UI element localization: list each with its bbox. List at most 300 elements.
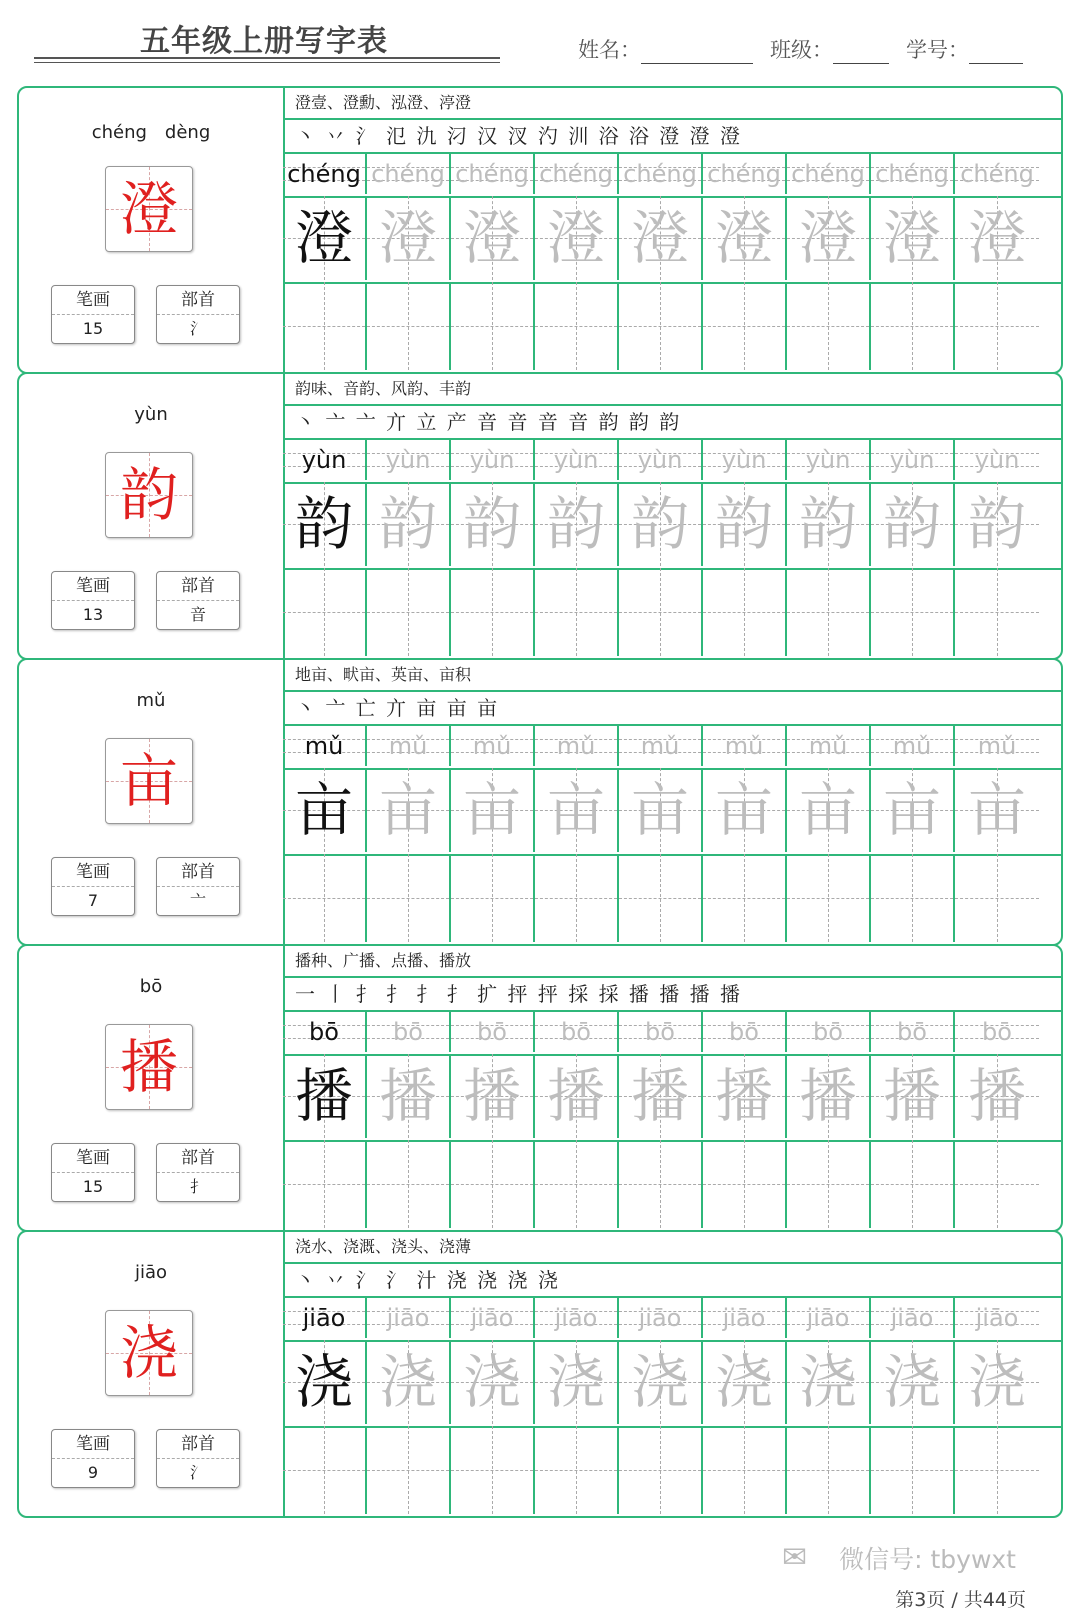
blank-cell[interactable]: [703, 568, 787, 656]
pinyin-cell[interactable]: [451, 726, 535, 766]
character-trace: 浇: [294, 1348, 353, 1416]
pinyin-text: mǔ: [640, 732, 680, 760]
pinyin-text: bō: [897, 1018, 927, 1046]
pinyin-cell[interactable]: [535, 1012, 619, 1052]
character-cell[interactable]: [955, 196, 1039, 280]
character-display: [105, 1024, 193, 1110]
character-cell[interactable]: [871, 196, 955, 280]
blank-cell[interactable]: [787, 1426, 871, 1514]
blank-cell[interactable]: [871, 1426, 955, 1514]
pinyin-cell[interactable]: [619, 440, 703, 480]
pinyin-text: jiāo: [638, 1304, 682, 1332]
pinyin-cell[interactable]: [283, 1012, 367, 1052]
character-cell[interactable]: [955, 1340, 1039, 1424]
pinyin-cell[interactable]: [451, 1298, 535, 1338]
pinyin-text: jiāo: [975, 1304, 1019, 1332]
pinyin-cell[interactable]: [871, 726, 955, 766]
blank-practice-row: [283, 1140, 1061, 1230]
character-trace: 亩: [798, 776, 857, 844]
practice-grid: [283, 374, 1061, 658]
student-id-blank[interactable]: [969, 39, 1023, 64]
character-cell[interactable]: [955, 768, 1039, 852]
class-field[interactable]: [770, 34, 889, 64]
pinyin-header: jiāo: [134, 1262, 168, 1283]
pinyin-cell[interactable]: [787, 1012, 871, 1052]
character-trace: 澄: [462, 204, 521, 272]
pinyin-text: chéng: [960, 160, 1034, 188]
character-trace: 浇: [462, 1348, 521, 1416]
blank-cell[interactable]: [871, 1140, 955, 1228]
vocabulary-words: 地亩、畎亩、英亩、亩积: [283, 660, 1061, 692]
page-title: 五年级上册写字表: [140, 24, 388, 59]
pinyin-cell[interactable]: [283, 440, 367, 480]
pinyin-cell[interactable]: [871, 1012, 955, 1052]
character-trace: 亩: [714, 776, 773, 844]
pinyin-text: yùn: [974, 446, 1020, 474]
character-trace: 韵: [967, 490, 1026, 558]
pinyin-text: mǔ: [808, 732, 848, 760]
blank-cell[interactable]: [367, 854, 451, 942]
blank-cell[interactable]: [619, 282, 703, 370]
pinyin-cell[interactable]: [955, 440, 1039, 480]
blank-cell[interactable]: [619, 1140, 703, 1228]
blank-cell[interactable]: [955, 1140, 1039, 1228]
stroke-order: 丶 亠 亠 亣 立 产 音 音 音 音 韵 韵 韵: [283, 406, 1061, 440]
blank-cell[interactable]: [619, 1426, 703, 1514]
character-cell[interactable]: [955, 1054, 1039, 1138]
character-cell[interactable]: [451, 196, 535, 280]
radical-box: [156, 1429, 240, 1488]
character-trace: 播: [378, 1062, 437, 1130]
blank-practice-row: [283, 568, 1061, 658]
blank-practice-row: [283, 282, 1061, 372]
pinyin-cell[interactable]: [535, 440, 619, 480]
pinyin-text: jiāo: [806, 1304, 850, 1332]
blank-cell[interactable]: [451, 1426, 535, 1514]
pinyin-cell[interactable]: [871, 440, 955, 480]
blank-cell[interactable]: [283, 1426, 367, 1514]
blank-cell[interactable]: [871, 854, 955, 942]
character-trace: 亩: [967, 776, 1026, 844]
character-cell[interactable]: [535, 1054, 619, 1138]
character-trace: 亩: [462, 776, 521, 844]
character-cell[interactable]: [787, 196, 871, 280]
character-cell[interactable]: [535, 768, 619, 852]
pinyin-cell[interactable]: [451, 1012, 535, 1052]
practice-grid: [283, 1232, 1061, 1516]
pinyin-text: chéng: [707, 160, 781, 188]
character-info-panel: [19, 660, 285, 944]
radical-value: 扌: [189, 1177, 206, 1196]
character-cell[interactable]: [283, 1340, 367, 1424]
vocabulary-words: 播种、广播、点播、播放: [283, 946, 1061, 978]
character-cell[interactable]: [619, 482, 703, 566]
pinyin-text: yùn: [469, 446, 515, 474]
pinyin-cell[interactable]: [703, 440, 787, 480]
blank-cell[interactable]: [787, 1140, 871, 1228]
character-cell[interactable]: [451, 1340, 535, 1424]
character-info-panel: [19, 374, 285, 658]
pinyin-cell[interactable]: [619, 726, 703, 766]
blank-cell[interactable]: [451, 854, 535, 942]
character-cell[interactable]: [451, 482, 535, 566]
pinyin-text: chéng: [287, 160, 361, 188]
blank-cell[interactable]: [283, 282, 367, 370]
blank-cell[interactable]: [367, 1426, 451, 1514]
blank-cell[interactable]: [871, 282, 955, 370]
character-cell[interactable]: [451, 1054, 535, 1138]
character-cell[interactable]: [703, 196, 787, 280]
character-trace: 播: [798, 1062, 857, 1130]
blank-practice-row: [283, 1426, 1061, 1516]
blank-cell[interactable]: [535, 282, 619, 370]
character-section: [17, 1230, 1063, 1518]
character-trace: 播: [714, 1062, 773, 1130]
pinyin-cell[interactable]: [367, 726, 451, 766]
radical-box: [156, 1143, 240, 1202]
character-cell[interactable]: [451, 768, 535, 852]
radical-value: 氵: [189, 1463, 206, 1482]
character-cell[interactable]: [787, 768, 871, 852]
pinyin-text: chéng: [875, 160, 949, 188]
blank-cell[interactable]: [787, 854, 871, 942]
stroke-count-label: 笔画: [52, 286, 134, 315]
pinyin-cell[interactable]: [787, 1298, 871, 1338]
character-cell[interactable]: [535, 482, 619, 566]
character-info-panel: [19, 88, 285, 372]
character-trace: 浇: [546, 1348, 605, 1416]
radical-label: 部首: [157, 1144, 239, 1173]
character-cell[interactable]: [283, 196, 367, 280]
pinyin-text: chéng: [791, 160, 865, 188]
pinyin-cell[interactable]: [703, 1298, 787, 1338]
blank-cell[interactable]: [703, 854, 787, 942]
blank-cell[interactable]: [367, 568, 451, 656]
character-cell[interactable]: [871, 768, 955, 852]
stroke-count-label: 笔画: [52, 1430, 134, 1459]
pinyin-text: bō: [309, 1018, 339, 1046]
pinyin-cell[interactable]: [955, 1298, 1039, 1338]
character-trace: 澄: [798, 204, 857, 272]
pinyin-text: mǔ: [388, 732, 428, 760]
pinyin-text: yùn: [637, 446, 683, 474]
pinyin-cell[interactable]: [535, 726, 619, 766]
pinyin-cell[interactable]: [787, 154, 871, 194]
character-trace: 播: [546, 1062, 605, 1130]
character-cell[interactable]: [787, 482, 871, 566]
character-practice-row: [283, 768, 1061, 856]
pinyin-cell[interactable]: [703, 1012, 787, 1052]
pinyin-text: mǔ: [472, 732, 512, 760]
pinyin-text: mǔ: [892, 732, 932, 760]
radical-box: [156, 285, 240, 344]
character-cell[interactable]: [955, 482, 1039, 566]
pinyin-text: yùn: [889, 446, 935, 474]
character-cell[interactable]: [535, 196, 619, 280]
name-field[interactable]: [578, 34, 753, 64]
blank-cell[interactable]: [283, 854, 367, 942]
blank-cell[interactable]: [787, 282, 871, 370]
pinyin-cell[interactable]: [619, 1298, 703, 1338]
blank-cell[interactable]: [955, 854, 1039, 942]
character-cell[interactable]: [619, 768, 703, 852]
character-trace: 韵: [546, 490, 605, 558]
character-trace: 韵: [882, 490, 941, 558]
pinyin-cell[interactable]: [451, 154, 535, 194]
pinyin-cell[interactable]: [787, 726, 871, 766]
pinyin-practice-row: [283, 1012, 1061, 1056]
blank-cell[interactable]: [703, 1140, 787, 1228]
pinyin-practice-row: [283, 726, 1061, 770]
blank-cell[interactable]: [535, 854, 619, 942]
blank-cell[interactable]: [619, 854, 703, 942]
pinyin-cell[interactable]: [955, 726, 1039, 766]
pinyin-text: mǔ: [977, 732, 1017, 760]
watermark: 微信号: tbywxt: [839, 1545, 1016, 1574]
pinyin-text: yùn: [553, 446, 599, 474]
pinyin-cell[interactable]: [367, 154, 451, 194]
stroke-count-box: [51, 285, 135, 344]
pinyin-text: bō: [561, 1018, 591, 1046]
stroke-count-label: 笔画: [52, 858, 134, 887]
character-cell[interactable]: [871, 1340, 955, 1424]
blank-cell[interactable]: [871, 568, 955, 656]
blank-cell[interactable]: [955, 282, 1039, 370]
student-id-field[interactable]: [906, 34, 1023, 64]
character-trace: 浇: [798, 1348, 857, 1416]
character-trace: 浇: [378, 1348, 437, 1416]
pinyin-cell[interactable]: [535, 154, 619, 194]
character-trace: 澄: [378, 204, 437, 272]
character-cell[interactable]: [283, 768, 367, 852]
pinyin-text: bō: [393, 1018, 423, 1046]
pinyin-text: jiāo: [386, 1304, 430, 1332]
wechat-icon: ✉: [782, 1540, 808, 1575]
character-trace: 播: [967, 1062, 1026, 1130]
blank-cell[interactable]: [703, 1426, 787, 1514]
character-cell[interactable]: [283, 482, 367, 566]
radical-box: [156, 571, 240, 630]
character-trace: 澄: [714, 204, 773, 272]
pinyin-text: bō: [645, 1018, 675, 1046]
stroke-count-value: 9: [87, 1463, 99, 1482]
pinyin-text: chéng: [371, 160, 445, 188]
blank-cell[interactable]: [367, 1140, 451, 1228]
pinyin-cell[interactable]: [283, 726, 367, 766]
stroke-count-box: [51, 1143, 135, 1202]
pinyin-practice-row: [283, 1298, 1061, 1342]
character-trace: 韵: [714, 490, 773, 558]
pinyin-cell[interactable]: [535, 1298, 619, 1338]
character-cell[interactable]: [703, 1054, 787, 1138]
stroke-count-label: 笔画: [52, 1144, 134, 1173]
pinyin-header: chéng dèng: [91, 122, 211, 143]
blank-cell[interactable]: [619, 568, 703, 656]
practice-grid: [283, 660, 1061, 944]
character-cell[interactable]: [619, 196, 703, 280]
blank-cell[interactable]: [451, 568, 535, 656]
character-cell[interactable]: [787, 1340, 871, 1424]
radical-label: 部首: [157, 1430, 239, 1459]
character-trace: 韵: [798, 490, 857, 558]
pinyin-cell[interactable]: [871, 154, 955, 194]
character-trace: 亩: [546, 776, 605, 844]
character-cell[interactable]: [367, 1054, 451, 1138]
stroke-count-value: 15: [82, 1177, 104, 1196]
character-display: [105, 1310, 193, 1396]
character-section: [17, 86, 1063, 374]
pinyin-text: mǔ: [724, 732, 764, 760]
character-trace: 澄: [294, 204, 353, 272]
character-cell[interactable]: [703, 482, 787, 566]
character-cell[interactable]: [367, 482, 451, 566]
pinyin-text: bō: [813, 1018, 843, 1046]
blank-cell[interactable]: [283, 1140, 367, 1228]
blank-cell[interactable]: [955, 1426, 1039, 1514]
character-practice-row: [283, 482, 1061, 570]
pinyin-text: yùn: [301, 446, 347, 474]
pinyin-cell[interactable]: [367, 440, 451, 480]
pinyin-practice-row: [283, 154, 1061, 198]
character-display: [105, 452, 193, 538]
blank-cell[interactable]: [535, 1140, 619, 1228]
character-info-panel: [19, 946, 285, 1230]
blank-cell[interactable]: [955, 568, 1039, 656]
blank-cell[interactable]: [367, 282, 451, 370]
character-trace: 播: [462, 1062, 521, 1130]
blank-cell[interactable]: [703, 282, 787, 370]
character-trace: 澄: [882, 204, 941, 272]
character-glyph: 播: [119, 1033, 178, 1101]
pinyin-text: chéng: [455, 160, 529, 188]
pinyin-text: yùn: [385, 446, 431, 474]
stroke-count-label: 笔画: [52, 572, 134, 601]
pinyin-text: jiāo: [890, 1304, 934, 1332]
character-trace: 浇: [714, 1348, 773, 1416]
character-section: [17, 372, 1063, 660]
vocabulary-words: 韵味、音韵、风韵、丰韵: [283, 374, 1061, 406]
pinyin-text: jiāo: [722, 1304, 766, 1332]
character-glyph: 亩: [119, 747, 178, 815]
vocabulary-words: 浇水、浇溉、浇头、浇薄: [283, 1232, 1061, 1264]
radical-label: 部首: [157, 286, 239, 315]
character-section: [17, 944, 1063, 1232]
character-trace: 亩: [630, 776, 689, 844]
pinyin-text: yùn: [805, 446, 851, 474]
character-cell[interactable]: [871, 482, 955, 566]
pinyin-cell[interactable]: [451, 440, 535, 480]
pinyin-text: chéng: [623, 160, 697, 188]
radical-value: 氵: [189, 319, 206, 338]
pinyin-text: jiāo: [302, 1304, 346, 1332]
character-cell[interactable]: [367, 196, 451, 280]
vocabulary-words: 澄壹、澄勳、泓澄、渟澄: [283, 88, 1061, 120]
character-trace: 亩: [378, 776, 437, 844]
pinyin-cell[interactable]: [283, 154, 367, 194]
character-trace: 韵: [630, 490, 689, 558]
character-trace: 播: [630, 1062, 689, 1130]
pinyin-cell[interactable]: [367, 1298, 451, 1338]
stroke-count-box: [51, 571, 135, 630]
radical-box: [156, 857, 240, 916]
pinyin-text: jiāo: [554, 1304, 598, 1332]
stroke-count-value: 13: [82, 605, 104, 624]
pinyin-text: bō: [982, 1018, 1012, 1046]
character-cell[interactable]: [787, 1054, 871, 1138]
pinyin-text: chéng: [539, 160, 613, 188]
pinyin-cell[interactable]: [871, 1298, 955, 1338]
title-underline-thin: [34, 62, 500, 63]
character-cell[interactable]: [367, 1340, 451, 1424]
character-cell[interactable]: [535, 1340, 619, 1424]
pinyin-text: mǔ: [556, 732, 596, 760]
blank-cell[interactable]: [535, 568, 619, 656]
pinyin-header: mǔ: [136, 690, 166, 711]
name-blank[interactable]: [641, 39, 753, 64]
blank-cell[interactable]: [451, 1140, 535, 1228]
character-practice-row: [283, 1054, 1061, 1142]
pinyin-cell[interactable]: [619, 1012, 703, 1052]
character-trace: 播: [294, 1062, 353, 1130]
character-trace: 澄: [546, 204, 605, 272]
character-cell[interactable]: [703, 1340, 787, 1424]
pinyin-text: bō: [477, 1018, 507, 1046]
radical-label: 部首: [157, 858, 239, 887]
pinyin-cell[interactable]: [703, 154, 787, 194]
stroke-count-box: [51, 857, 135, 916]
pinyin-text: jiāo: [470, 1304, 514, 1332]
character-trace: 浇: [967, 1348, 1026, 1416]
blank-practice-row: [283, 854, 1061, 944]
stroke-count-value: 15: [82, 319, 104, 338]
character-cell[interactable]: [283, 1054, 367, 1138]
character-section: [17, 658, 1063, 946]
pinyin-practice-row: [283, 440, 1061, 484]
pinyin-cell[interactable]: [619, 154, 703, 194]
character-cell[interactable]: [871, 1054, 955, 1138]
character-trace: 澄: [630, 204, 689, 272]
pinyin-cell[interactable]: [367, 1012, 451, 1052]
pinyin-cell[interactable]: [703, 726, 787, 766]
class-blank[interactable]: [833, 39, 889, 64]
pinyin-cell[interactable]: [955, 154, 1039, 194]
character-glyph: 韵: [119, 461, 178, 529]
character-trace: 播: [882, 1062, 941, 1130]
character-info-panel: [19, 1232, 285, 1516]
pinyin-header: yùn: [134, 404, 168, 425]
practice-grid: [283, 946, 1061, 1230]
blank-cell[interactable]: [451, 282, 535, 370]
practice-grid: [283, 88, 1061, 372]
pinyin-cell[interactable]: [787, 440, 871, 480]
stroke-order: 丶 亠 亡 亣 亩 亩 亩: [283, 692, 1061, 726]
character-cell[interactable]: [619, 1054, 703, 1138]
pinyin-cell[interactable]: [283, 1298, 367, 1338]
stroke-order: 丶 丷 氵 氾 氿 汈 汉 汊 汋 汌 浴 浴 澄 澄 澄: [283, 120, 1061, 154]
character-cell[interactable]: [367, 768, 451, 852]
character-trace: 澄: [967, 204, 1026, 272]
character-cell[interactable]: [619, 1340, 703, 1424]
pinyin-cell[interactable]: [955, 1012, 1039, 1052]
character-display: [105, 166, 193, 252]
blank-cell[interactable]: [535, 1426, 619, 1514]
blank-cell[interactable]: [787, 568, 871, 656]
blank-cell[interactable]: [283, 568, 367, 656]
character-trace: 浇: [630, 1348, 689, 1416]
stroke-order: 丶 丷 氵 氵 汁 浇 浇 浇 浇: [283, 1264, 1061, 1298]
character-cell[interactable]: [703, 768, 787, 852]
class-label: 班级：: [770, 38, 833, 62]
